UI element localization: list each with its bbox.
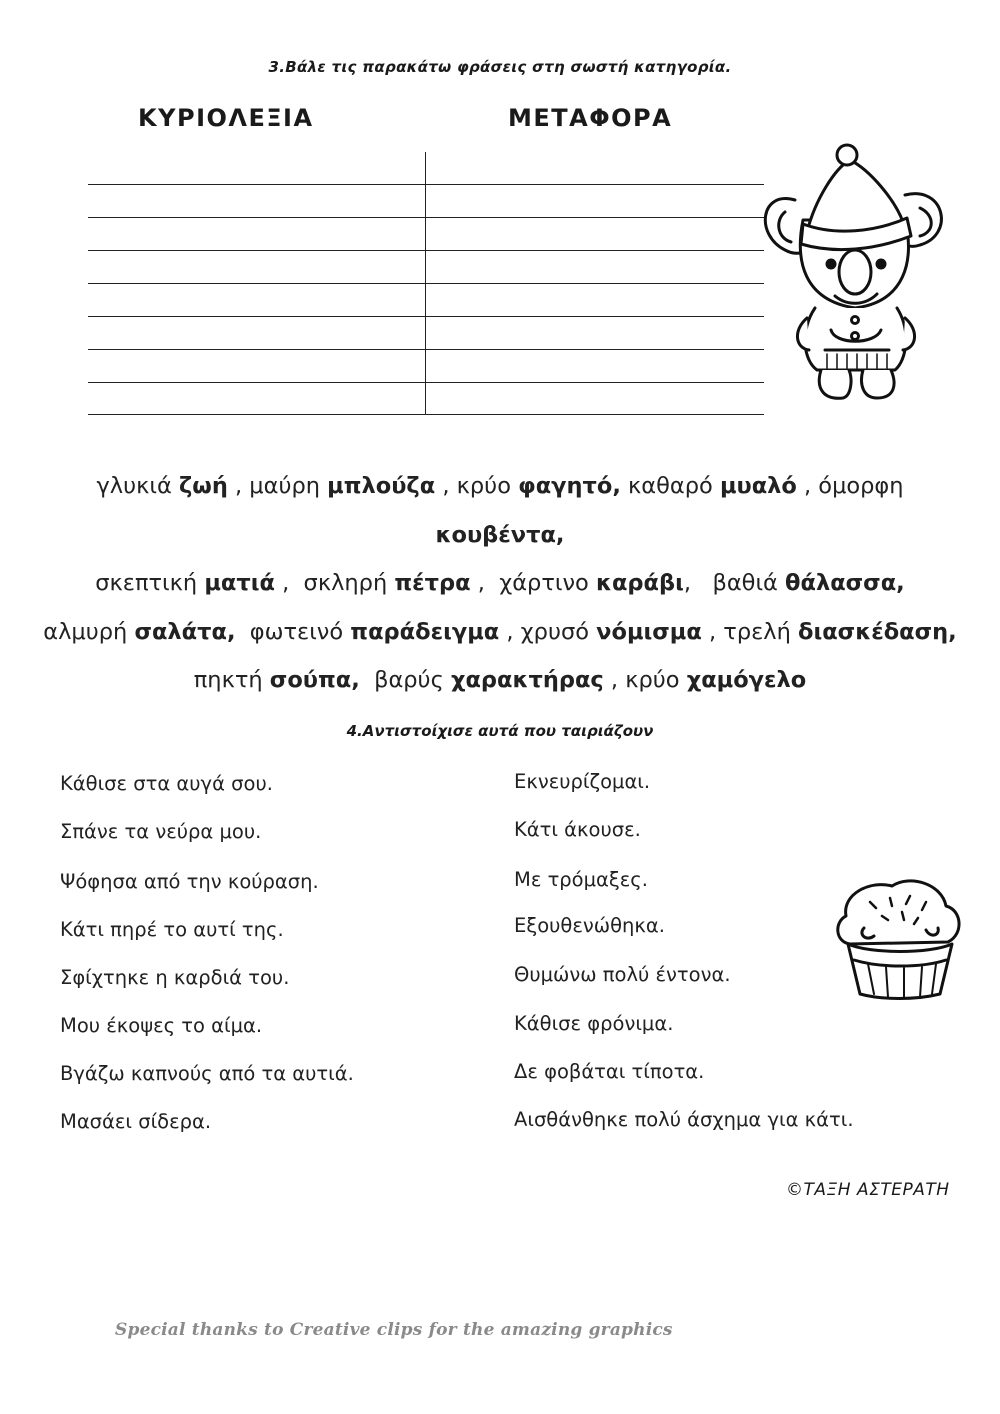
- phrase-noun: χαρακτήρας: [450, 667, 604, 693]
- left-expression: Σπάνε τα νεύρα μου.: [60, 820, 262, 843]
- phrase-noun: καράβι: [595, 570, 684, 596]
- phrases-paragraph: [30, 462, 970, 705]
- table-row-line: [88, 349, 764, 350]
- phrase-word: , τρελή: [701, 618, 798, 645]
- phrase-word: γλυκιά: [96, 473, 179, 499]
- phrase-line: [30, 608, 970, 657]
- phrase-word: καθαρό: [620, 473, 720, 499]
- right-meaning: Δε φοβάται τίποτα.: [514, 1060, 705, 1083]
- left-expression: Μου έκοψες το αίμα.: [60, 1014, 263, 1037]
- phrase-noun: φαγητό,: [518, 473, 621, 499]
- phrase-word: , σκληρή: [274, 570, 395, 596]
- table-row-line: [88, 283, 764, 284]
- right-meaning: Με τρόμαξες.: [514, 868, 648, 891]
- column-header-metaphor: ΜΕΤΑΦΟΡΑ: [508, 104, 673, 132]
- phrase-word: φωτεινό: [235, 618, 351, 645]
- phrase-noun: σούπα,: [269, 667, 360, 693]
- phrase-word: , χρυσό: [499, 618, 597, 645]
- phrase-noun: πέτρα: [394, 570, 471, 596]
- phrase-noun: ζωή: [178, 473, 228, 499]
- right-meaning: Κάθισε φρόνιμα.: [514, 1012, 674, 1035]
- phrase-word: , κρύο: [435, 473, 519, 499]
- right-meaning: Κάτι άκουσε.: [514, 818, 641, 841]
- table-row-line: [88, 217, 764, 218]
- phrase-word: αλμυρή: [43, 618, 135, 645]
- left-expression: Σφίχτηκε η καρδιά του.: [60, 966, 290, 989]
- right-meaning: Εξουθενώθηκα.: [514, 914, 665, 937]
- phrase-word: βαρύς: [359, 667, 451, 693]
- table-row-line: [88, 316, 764, 317]
- credits-text: Special thanks to Creative clips for the amazing graphics: [115, 1320, 673, 1340]
- left-expression: Βγάζω καπνούς από τα αυτιά.: [60, 1062, 354, 1085]
- phrase-noun: διασκέδαση,: [798, 618, 957, 645]
- phrase-word: , χάρτινο: [470, 570, 596, 596]
- copyright-text: ©ΤΑΞΗ ΑΣΤΕΡΑΤΗ: [786, 1180, 950, 1200]
- phrase-line: [30, 462, 970, 559]
- phrase-noun: παράδειγμα: [350, 618, 500, 645]
- right-meaning: Εκνευρίζομαι.: [514, 770, 651, 793]
- phrase-noun: ματιά: [204, 570, 275, 596]
- table-row-line: [88, 414, 764, 415]
- phrase-noun: μπλούζα: [327, 473, 436, 499]
- phrase-line: [30, 559, 970, 608]
- phrase-word: , κρύο: [603, 667, 687, 693]
- left-expression: Κάθισε στα αυγά σου.: [60, 772, 273, 795]
- phrase-word: , βαθιά: [683, 570, 786, 596]
- left-expression: Κάτι πηρέ το αυτί της.: [60, 918, 284, 941]
- section4-title: 4.Αντιστοίχισε αυτά που ταιριάζουν: [346, 722, 654, 740]
- right-meaning: Θυμώνω πολύ έντονα.: [514, 963, 731, 986]
- phrase-word: πηκτή: [193, 667, 270, 693]
- phrase-noun: μυαλό: [719, 473, 797, 499]
- table-row-line: [88, 184, 764, 185]
- phrase-noun: κουβέντα,: [435, 521, 565, 548]
- phrase-word: , μαύρη: [227, 473, 328, 499]
- column-header-literal: ΚΥΡΙΟΛΕΞΙΑ: [138, 104, 314, 132]
- phrase-noun: θάλασσα,: [785, 570, 905, 596]
- left-expression: Μασάει σίδερα.: [60, 1110, 212, 1133]
- phrase-line: [30, 656, 970, 705]
- phrase-noun: νόμισμα: [596, 618, 702, 645]
- table-row-line: [88, 250, 764, 251]
- table-row-line: [88, 382, 764, 383]
- phrase-noun: σαλάτα,: [134, 618, 236, 645]
- cupcake-icon: [830, 872, 970, 1002]
- category-table: [88, 152, 764, 414]
- left-expression: Ψόφησα από την κούραση.: [60, 870, 319, 893]
- section3-title: 3.Βάλε τις παρακάτω φράσεις στη σωστή κατηγορία.: [268, 58, 732, 76]
- phrase-noun: χαμόγελο: [686, 667, 807, 693]
- koala-icon: [755, 140, 955, 410]
- phrase-word: , όμορφη: [796, 473, 904, 499]
- right-meaning: Αισθάνθηκε πολύ άσχημα για κάτι.: [514, 1108, 854, 1131]
- phrase-word: σκεπτική: [95, 570, 205, 596]
